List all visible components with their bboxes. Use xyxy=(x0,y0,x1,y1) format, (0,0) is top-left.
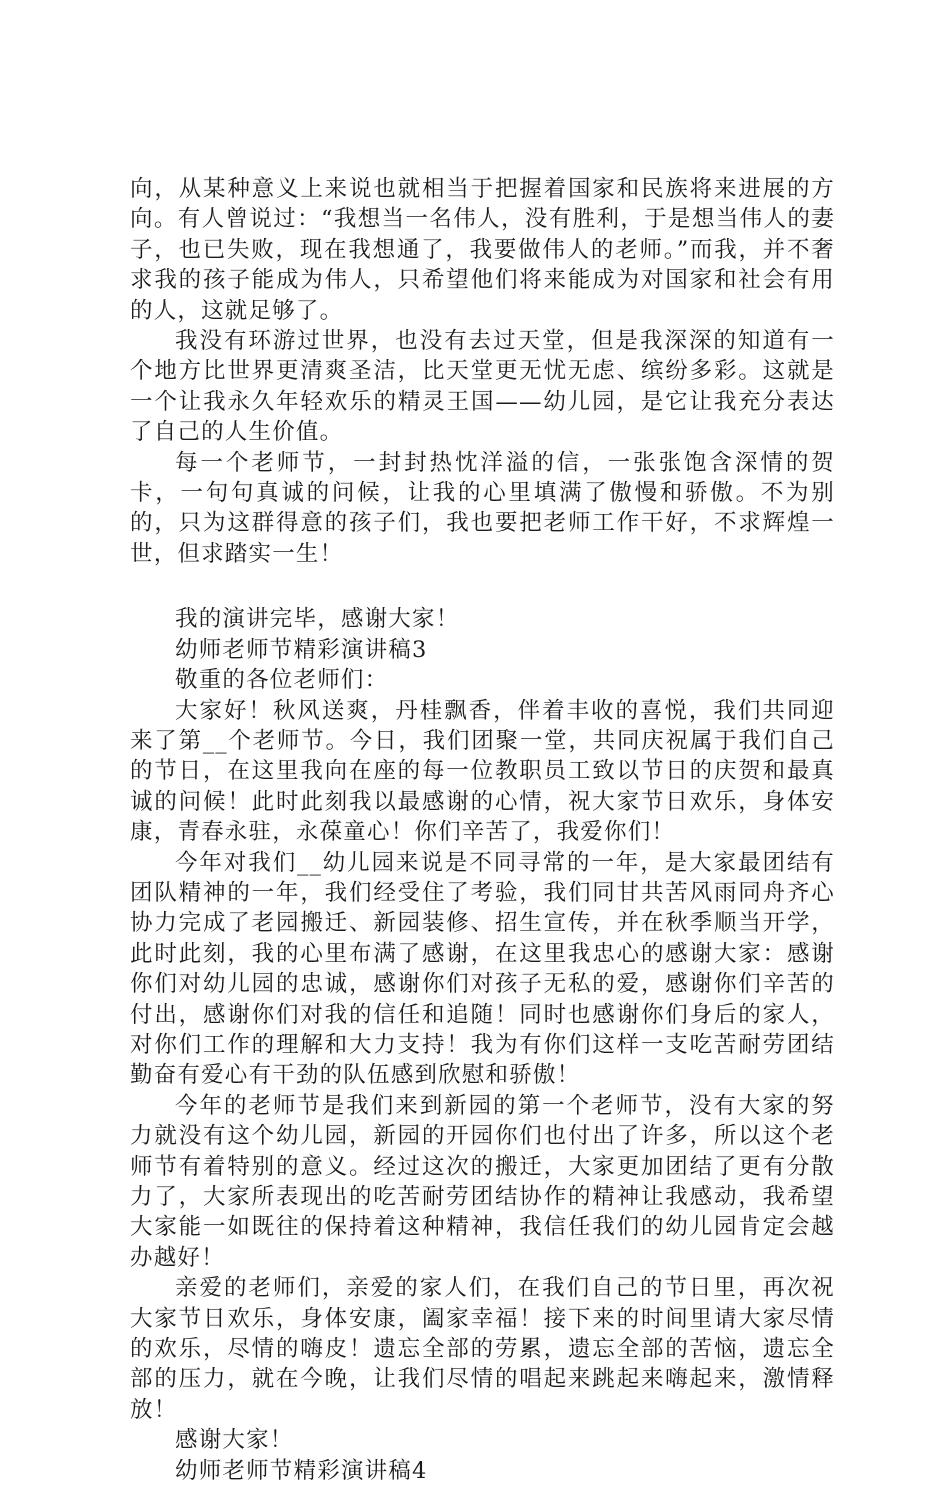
salutation: 敬重的各位老师们： xyxy=(175,667,389,694)
closing-line: 我的演讲完毕，感谢大家！ xyxy=(175,606,460,633)
section-heading: 幼师老师节精彩演讲稿4 xyxy=(175,1457,428,1484)
paragraph-gap xyxy=(130,569,835,604)
paragraph: 今年的老师节是我们来到新园的第一个老师节，没有大家的努力就没有这个幼儿园，新园的开园你们也付出了许多，所以这个老师节有着特别的意义。经过这次的搬迁，大家更加团结了更有分散力了，大家所表现出的吃苦耐劳团结协作的精神让我感动，我希望大家能一如既往的保持着这种精神，我信任我们的幼儿园肯定会越办越好！ xyxy=(130,1092,835,1271)
section-heading: 幼师老师节精彩演讲稿3 xyxy=(175,636,428,663)
paragraph: 亲爱的老师们，亲爱的家人们，在我们自己的节日里，再次祝大家节日欢乐，身体安康，阖家幸福！接下来的时间里请大家尽情的欢乐，尽情的嗨皮！遗忘全部的劳累，遗忘全部的苦恼，遗忘全部的压力，就在今晚，让我们尽情的唱起来跳起来嗨起来，激情释放！ xyxy=(130,1275,835,1423)
paragraph: 我没有环游过世界，也没有去过天堂，但是我深深的知道有一个地方比世界更清爽圣洁，比天堂更无忧无虑、缤纷多彩。这就是一个让我永久年轻欢乐的精灵王国——幼儿园，是它让我充分表达了自己的人生价值。 xyxy=(130,328,835,446)
paragraph: 每一个老师节，一封封热忱洋溢的信，一张张饱含深情的贺卡，一句句真诚的问候，让我的心里填满了傲慢和骄傲。不为别的，只为这群得意的孩子们，我也要把老师工作干好，不求辉煌一世，但求踏实一生！ xyxy=(130,449,835,567)
closing-line: 感谢大家！ xyxy=(175,1427,294,1454)
paragraph: 今年对我们__幼儿园来说是不同寻常的一年，是大家最团结有团队精神的一年，我们经受住了考验，我们同甘共苦风雨同舟齐心协力完成了老园搬迁、新园装修、招生宣传，并在秋季顺当开学，此时此刻，我的心里布满了感谢，在这里我忠心的感谢大家：感谢你们对幼儿园的忠诚，感谢你们对孩子无私的爱，感谢你们辛苦的付出，感谢你们对我的信任和追随！同时也感谢你们身后的家人，对你们工作的理解和大力支持！我为有你们这样一支吃苦耐劳团结勤奋有爱心有干劲的队伍感到欣慰和骄傲！ xyxy=(130,849,835,1089)
paragraph-continuation: 向，从某种意义上来说也就相当于把握着国家和民族将来进展的方向。有人曾说过：“我想当一名伟人，没有胜利，于是想当伟人的妻子，也已失败，现在我想通了，我要做伟人的老师。”而我，并不奢求我的孩子能成为伟人，只希望他们将来能成为对国家和社会有用的人，这就足够了。 xyxy=(130,176,835,324)
document-body xyxy=(130,174,835,1486)
paragraph: 大家好！秋风送爽，丹桂飘香，伴着丰收的喜悦，我们共同迎来了第__个老师节。今日，我们团聚一堂，共同庆祝属于我们自己的节日，在这里我向在座的每一位教职员工致以节日的庆贺和最真诚的问候！此时此刻我以最感谢的心情，祝大家节日欢乐，身体安康，青春永驻，永葆童心！你们辛苦了，我爱你们！ xyxy=(130,697,835,846)
